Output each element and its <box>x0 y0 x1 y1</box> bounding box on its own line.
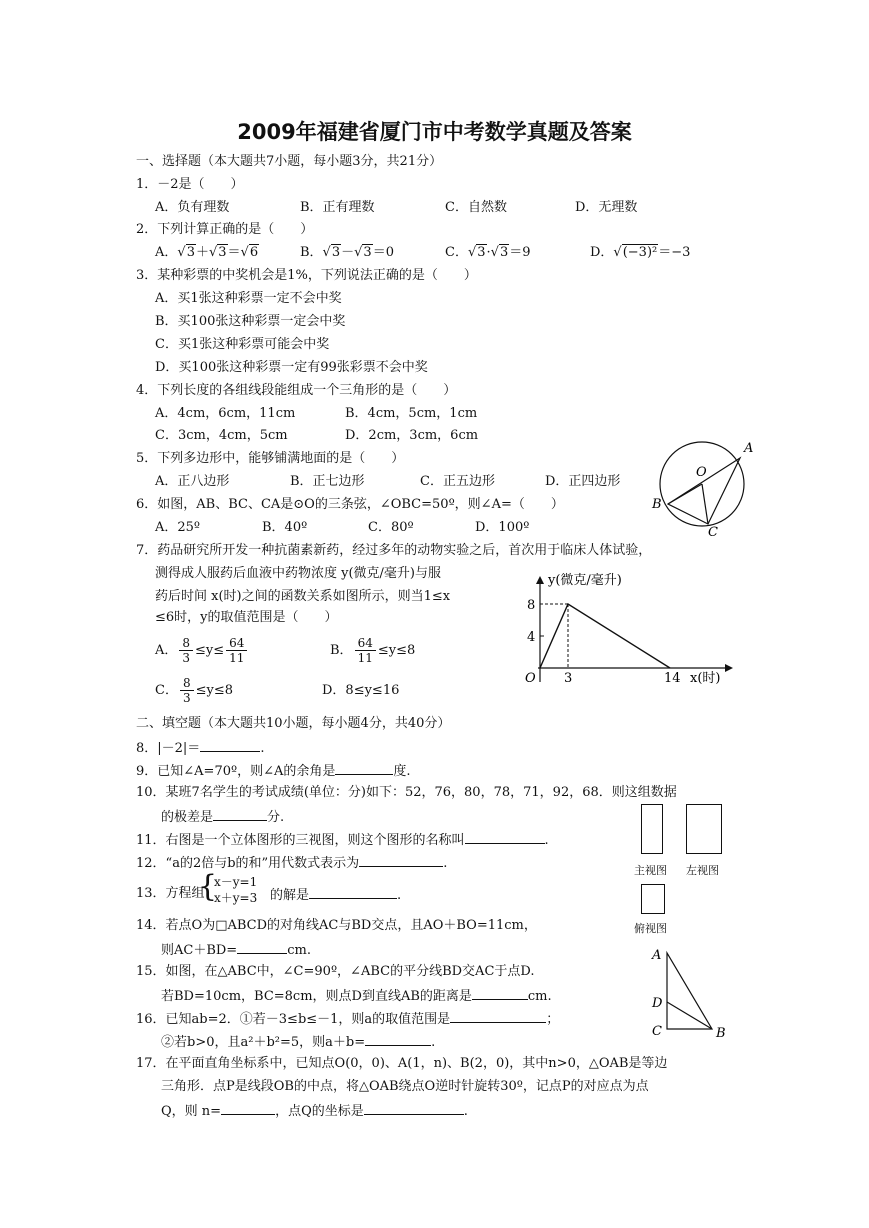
option: B．40º <box>262 520 308 535</box>
side-view-rect <box>686 804 722 854</box>
front-view-label: 主视图 <box>634 864 667 875</box>
option: C．买1张这种彩票可能会中奖 <box>155 337 330 352</box>
option: D．8≤y≤16 <box>322 683 400 698</box>
point-label-d: D <box>652 996 663 1011</box>
question-stem: 1．－2是（ ） <box>136 177 244 192</box>
option: C．自然数 <box>445 200 507 215</box>
option: A．25º <box>155 520 201 535</box>
option: C．正五边形 <box>420 474 495 489</box>
question-text: 若BD=10cm，BC=8cm，则点D到直线AB的距离是 cm. <box>161 986 552 1006</box>
x-tick-label: 3 <box>564 671 573 686</box>
option: C． $\frac{8}{3}$ ≤y≤8 <box>155 676 233 705</box>
option: A．4cm，6cm，11cm <box>155 406 296 421</box>
equation: x＋y=3 <box>214 891 258 905</box>
question-text: ②若b>0，且a²＋b²=5，则a＋b= . <box>161 1032 435 1052</box>
question-stem: 13．方程组 <box>136 886 205 901</box>
option: B．买100张这种彩票一定会中奖 <box>155 314 346 329</box>
section-heading: 一、选择题（本大题共7小题，每小题3分，共21分） <box>136 154 443 169</box>
question-text: ≤6时，y的取值范围是（ ） <box>155 610 338 625</box>
point-label-c: C <box>652 1024 662 1039</box>
option: A．√3＋√3＝√6 <box>155 245 259 260</box>
y-tick-label: 4 <box>527 630 536 645</box>
option: C．80º <box>368 520 414 535</box>
option: C．√3·√3＝9 <box>445 245 531 260</box>
question-text: 则AC＋BD= cm. <box>161 940 311 960</box>
point-label-b: B <box>652 497 662 512</box>
question-stem: 3．某种彩票的中奖机会是1%，下列说法正确的是（ ） <box>136 268 477 283</box>
question-text: Q，则 n= ，点Q的坐标是 . <box>161 1101 468 1121</box>
triangle-figure <box>648 945 738 1045</box>
option: C．3cm，4cm，5cm <box>155 428 288 443</box>
point-label-a: A <box>652 948 662 963</box>
question-text: 测得成人服药后血液中药物浓度 y(微克/毫升)与服 <box>155 566 442 581</box>
option: A． $\frac{8}{3}$ ≤y≤ $\frac{64}{11}$ <box>155 632 249 670</box>
option: B．正七边形 <box>290 474 365 489</box>
section-heading: 二、填空题（本大题共10小题，每小题4分，共40分） <box>136 716 451 731</box>
question-stem: 11．右图是一个立体图形的三视图，则这个图形的名称叫 . <box>136 830 549 850</box>
top-view-label: 俯视图 <box>634 922 667 935</box>
concentration-graph <box>520 570 740 690</box>
point-label-a: A <box>744 441 754 456</box>
question-stem: 9．已知∠A=70º，则∠A的余角是 度. <box>136 761 411 781</box>
y-tick-label: 8 <box>527 598 536 613</box>
option: D．买100张这种彩票一定有99张彩票不会中奖 <box>155 360 428 375</box>
question-stem: 16．已知ab=2．①若－3≤b≤－1，则a的取值范围是 ； <box>136 1009 559 1029</box>
option: A．负有理数 <box>155 200 230 215</box>
option: B．√3－√3＝0 <box>300 245 394 260</box>
y-axis-label: y(微克/毫升) <box>548 573 622 588</box>
question-stem: 12．“a的2倍与b的和”用代数式表示为 . <box>136 853 447 873</box>
option: D．√(−3)²＝−3 <box>590 245 691 260</box>
option: B．4cm，5cm，1cm <box>345 406 478 421</box>
side-view-label: 左视图 <box>686 864 719 875</box>
question-stem: 2．下列计算正确的是（ ） <box>136 222 314 237</box>
question-stem: 14．若点O为□ABCD的对角线AC与BD交点，且AO＋BO=11cm， <box>136 918 537 933</box>
question-stem: 17．在平面直角坐标系中，已知点O(0，0)、A(1，n)、B(2，0)，其中n>0，△OAB是等边 <box>136 1056 668 1071</box>
x-axis-label: x(时) <box>690 671 721 686</box>
point-label-c: C <box>708 525 718 540</box>
question-stem: 4．下列长度的各组线段能组成一个三角形的是（ ） <box>136 383 457 398</box>
option: D．无理数 <box>575 200 638 215</box>
point-label-o: O <box>696 465 707 480</box>
option: A．正八边形 <box>155 474 230 489</box>
question-stem: 5．下列多边形中，能够铺满地面的是（ ） <box>136 451 405 466</box>
option: A．买1张这种彩票一定不会中奖 <box>155 291 342 306</box>
question-text: 的解是 . <box>270 885 401 905</box>
question-text: 的极差是 分. <box>161 807 284 827</box>
question-text: 药后时间 x(时)之间的函数关系如图所示，则当1≤x <box>155 589 451 604</box>
question-stem: 6．如图，AB、BC、CA是⊙O的三条弦，∠OBC=50º，则∠A=（ ） <box>136 497 564 512</box>
top-view-rect <box>641 884 665 914</box>
question-stem: 15．如图，在△ABC中，∠C=90º，∠ABC的平分线BD交AC于点D. <box>136 964 535 979</box>
question-stem: 8．|－2|＝ . <box>136 738 264 758</box>
question-stem: 10．某班7名学生的考试成绩(单位：分)如下：52，76，80，78，71，92，68．则这组数据 <box>136 785 677 800</box>
option: D．100º <box>475 520 530 535</box>
page-title: 2009年福建省厦门市中考数学真题及答案 <box>237 120 632 144</box>
circle-figure <box>650 440 754 540</box>
question-stem: 7．药品研究所开发一种抗菌素新药，经过多年的动物实验之后，首次用于临床人体试验， <box>136 543 652 558</box>
option: B． $\frac{64}{11}$ ≤y≤8 <box>330 636 416 665</box>
equation: x－y=1 <box>214 875 258 889</box>
brace: { <box>198 869 218 904</box>
origin-label: O <box>525 671 536 686</box>
option: D．2cm，3cm，6cm <box>345 428 479 443</box>
question-text: 三角形．点P是线段OB的中点，将△OAB绕点O逆时针旋转30º，记点P的对应点为点 <box>161 1079 649 1094</box>
front-view-rect <box>641 804 663 854</box>
option: B．正有理数 <box>300 200 375 215</box>
point-label-b: B <box>716 1026 726 1041</box>
x-tick-label: 14 <box>664 671 681 686</box>
option: D．正四边形 <box>545 474 621 489</box>
